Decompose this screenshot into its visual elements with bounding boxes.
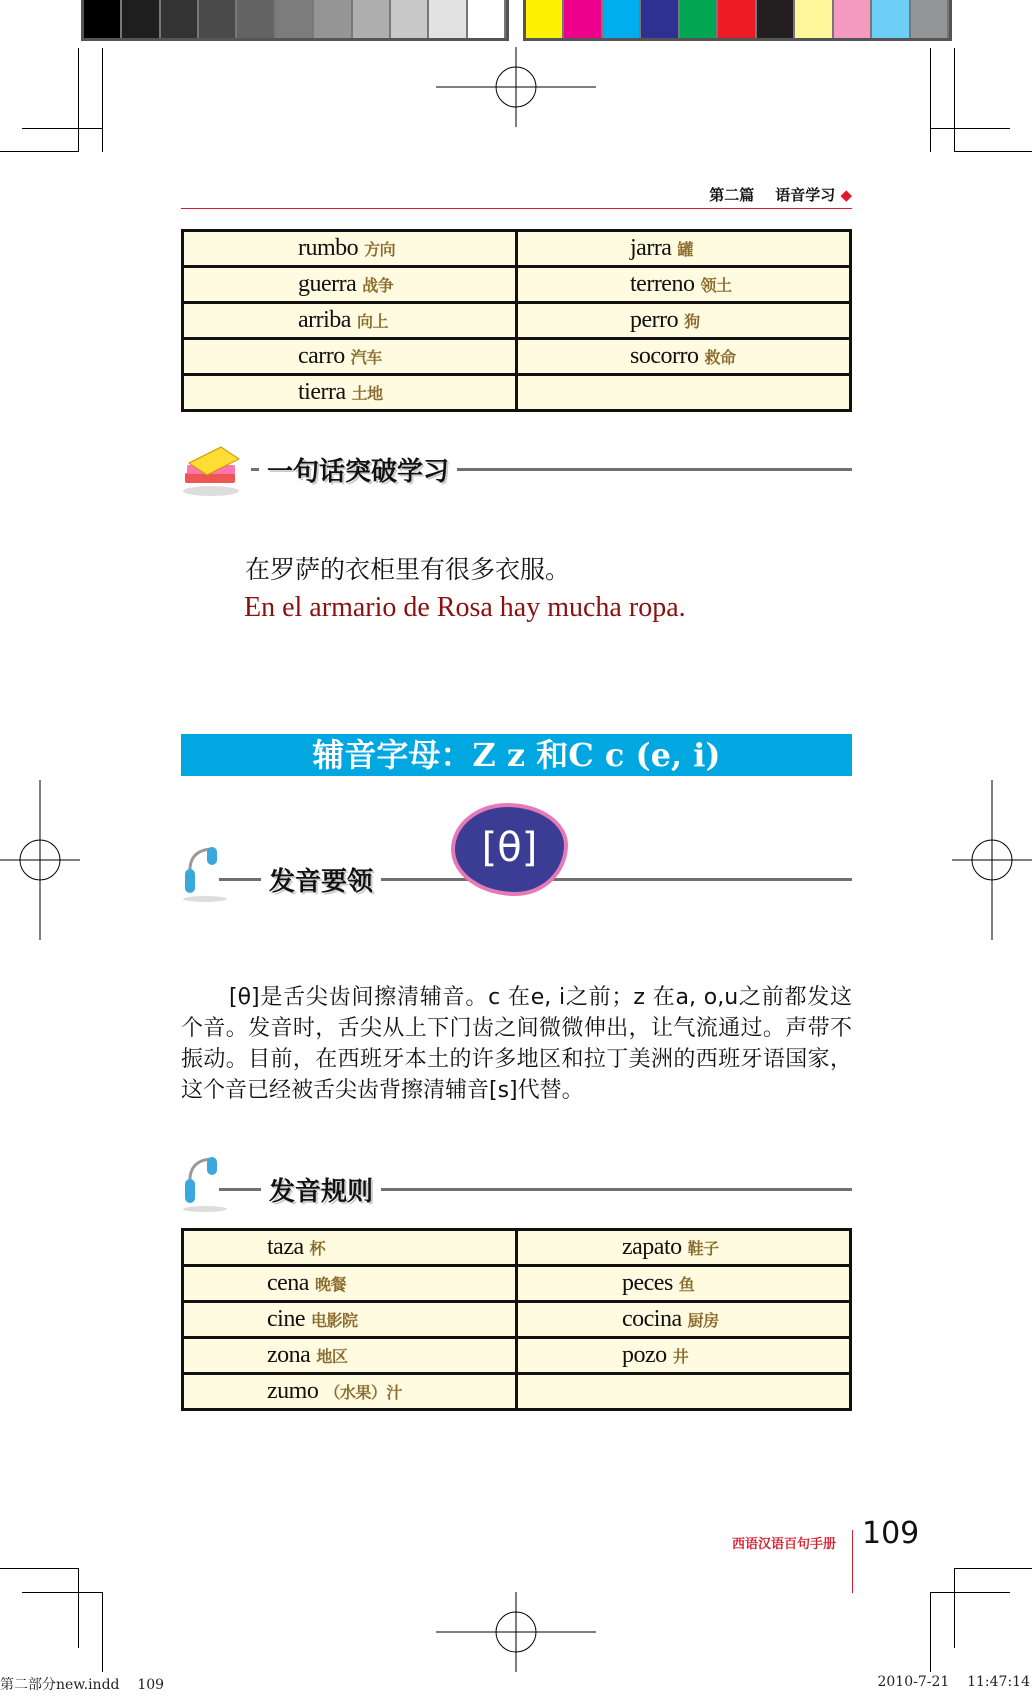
- crop-mark: [78, 48, 79, 152]
- vocab-cell: [517, 1302, 851, 1338]
- color-swatch: [122, 0, 160, 38]
- headphones-icon: [181, 841, 231, 903]
- vocab-cell: [517, 1230, 851, 1266]
- lesson-banner: 辅音字母：Z z 和C c (e, i): [181, 734, 852, 776]
- crop-mark: [954, 151, 1032, 152]
- spanish-word: socorro: [630, 343, 699, 369]
- spanish-word: cocina: [622, 1306, 682, 1332]
- chinese-meaning: 向上: [356, 312, 388, 331]
- spanish-word: peces: [622, 1270, 673, 1296]
- chinese-meaning: 电影院: [310, 1311, 358, 1330]
- crop-mark: [22, 1592, 102, 1593]
- table-row: [183, 1302, 851, 1338]
- crop-mark: [930, 1592, 931, 1672]
- color-swatch: [353, 0, 391, 38]
- spanish-word: cine: [267, 1306, 305, 1332]
- spanish-word: jarra: [630, 235, 672, 261]
- crop-mark: [930, 48, 931, 152]
- chinese-meaning: 厨房: [687, 1311, 719, 1330]
- pronunciation-description: [θ]是舌尖齿间擦清辅音。c 在e, i之前；z 在a, o,u之前都发这个音。发音时，舌尖从上下门齿之间微微伸出，让气流通过。声带不振动。目前，在西班牙本土的许多地区和拉丁美洲的西班牙语国家，这个音已经被舌尖齿背擦清辅音[s]代替。: [181, 985, 852, 1103]
- vocab-cell: [517, 231, 851, 267]
- color-swatch: [237, 0, 275, 38]
- spanish-word: terreno: [630, 271, 695, 297]
- chinese-meaning: 救命: [704, 348, 736, 367]
- vocab-cell: [183, 1302, 517, 1338]
- crop-mark: [22, 128, 102, 129]
- diamond-icon: ◆: [840, 186, 852, 204]
- sentence-spanish: En el armario de Rosa hay mucha ropa.: [244, 592, 686, 623]
- header-rule: [181, 208, 852, 209]
- chinese-meaning: 方向: [364, 240, 396, 259]
- process-color-bar: [523, 0, 952, 41]
- chapter-label: 语音学习: [775, 186, 836, 204]
- vocabulary-table-rr: [181, 229, 852, 412]
- vocab-cell: [517, 303, 851, 339]
- chinese-meaning: （水果）汁: [324, 1383, 402, 1402]
- spanish-word: rumbo: [298, 235, 359, 261]
- vocab-cell: [183, 1266, 517, 1302]
- spanish-word: taza: [267, 1234, 304, 1260]
- spanish-word: carro: [298, 343, 345, 369]
- color-swatch: [276, 0, 314, 38]
- table-row: [183, 375, 851, 411]
- books-icon: [181, 443, 245, 497]
- slug-right: 2010-7-21 11:47:14: [877, 1674, 1030, 1690]
- color-swatch: [834, 0, 872, 38]
- spanish-word: arriba: [298, 307, 351, 333]
- crop-mark: [930, 1592, 1010, 1593]
- table-row: [183, 1230, 851, 1266]
- color-swatch: [526, 0, 564, 38]
- table-row: [183, 267, 851, 303]
- crop-mark: [954, 48, 955, 152]
- section-title: 发音规则: [261, 1171, 381, 1208]
- part-label: 第二篇: [709, 186, 755, 204]
- vocab-cell: [183, 1338, 517, 1374]
- table-row: [183, 1338, 851, 1374]
- color-swatch: [199, 0, 237, 38]
- chinese-meaning: 土地: [351, 384, 383, 403]
- color-swatch: [795, 0, 833, 38]
- grayscale-color-bar: [81, 0, 509, 41]
- crop-mark: [102, 48, 103, 152]
- spanish-word: guerra: [298, 271, 357, 297]
- vocab-cell: [183, 1230, 517, 1266]
- crop-mark: [0, 151, 78, 152]
- vocabulary-table-z-c: [181, 1228, 852, 1411]
- vocab-cell: [517, 339, 851, 375]
- phoneme-badge: [θ]: [451, 803, 568, 896]
- crop-mark: [78, 1568, 79, 1648]
- chinese-meaning: 狗: [684, 312, 700, 331]
- registration-mark-icon: [436, 47, 596, 127]
- vocab-cell: [517, 267, 851, 303]
- section-title: 发音要领: [261, 861, 381, 898]
- vocab-cell: [183, 339, 517, 375]
- spanish-word: zona: [267, 1342, 311, 1368]
- crop-mark: [954, 1568, 1032, 1569]
- vocab-cell: [183, 303, 517, 339]
- chinese-meaning: 地区: [316, 1347, 348, 1366]
- vocab-cell: [183, 231, 517, 267]
- spanish-word: zapato: [622, 1234, 682, 1260]
- sentence-chinese: 在罗萨的衣柜里有很多衣服。: [245, 555, 571, 584]
- table-row: [183, 1374, 851, 1410]
- crop-mark: [0, 1568, 78, 1569]
- chinese-meaning: 领土: [700, 276, 732, 295]
- chinese-meaning: 鱼: [678, 1275, 695, 1294]
- vocab-cell: [183, 375, 517, 411]
- color-swatch: [564, 0, 602, 38]
- color-swatch: [718, 0, 756, 38]
- chinese-meaning: 晚餐: [314, 1275, 346, 1294]
- vocab-cell: [517, 375, 851, 411]
- color-swatch: [314, 0, 352, 38]
- spanish-word: zumo: [267, 1378, 319, 1404]
- color-swatch: [603, 0, 641, 38]
- spanish-word: tierra: [298, 379, 346, 405]
- vocab-cell: [517, 1338, 851, 1374]
- vocab-cell: [517, 1266, 851, 1302]
- chinese-meaning: 井: [672, 1347, 689, 1366]
- chinese-meaning: 杯: [309, 1239, 326, 1258]
- table-row: [183, 303, 851, 339]
- chinese-meaning: 汽车: [350, 348, 382, 367]
- color-swatch: [161, 0, 199, 38]
- registration-mark-icon: [952, 780, 1032, 940]
- footer-rule: [852, 1530, 853, 1593]
- crop-mark: [930, 128, 1010, 129]
- section-title: 一句话突破学习: [259, 451, 457, 488]
- spanish-word: pozo: [622, 1342, 667, 1368]
- color-swatch: [911, 0, 949, 38]
- crop-mark: [954, 1568, 955, 1648]
- spanish-word: cena: [267, 1270, 309, 1296]
- crop-mark: [102, 1592, 103, 1672]
- spanish-word: perro: [630, 307, 679, 333]
- color-swatch: [468, 0, 506, 38]
- vocab-cell: [517, 1374, 851, 1410]
- section-sentence-header: [181, 443, 852, 493]
- color-swatch: [757, 0, 795, 38]
- color-swatch: [84, 0, 122, 38]
- color-swatch: [429, 0, 467, 38]
- color-swatch: [641, 0, 679, 38]
- chinese-meaning: 战争: [362, 276, 394, 295]
- chinese-meaning: 罐: [677, 240, 693, 259]
- vocab-cell: [183, 1374, 517, 1410]
- chinese-meaning: 鞋子: [687, 1239, 719, 1258]
- vocab-cell: [183, 267, 517, 303]
- book-title: 西语汉语百句手册: [732, 1537, 837, 1552]
- running-header: [709, 184, 852, 205]
- slug-left: 第二部分new.indd 109: [0, 1677, 165, 1693]
- table-row: [183, 1266, 851, 1302]
- table-row: [183, 231, 851, 267]
- color-swatch: [680, 0, 718, 38]
- color-swatch: [391, 0, 429, 38]
- section-rules-header: [181, 1163, 852, 1213]
- registration-mark-icon: [436, 1592, 596, 1672]
- headphones-icon: [181, 1151, 231, 1213]
- color-swatch: [872, 0, 910, 38]
- page-number: 109: [862, 1516, 920, 1551]
- table-row: [183, 339, 851, 375]
- registration-mark-icon: [0, 780, 80, 940]
